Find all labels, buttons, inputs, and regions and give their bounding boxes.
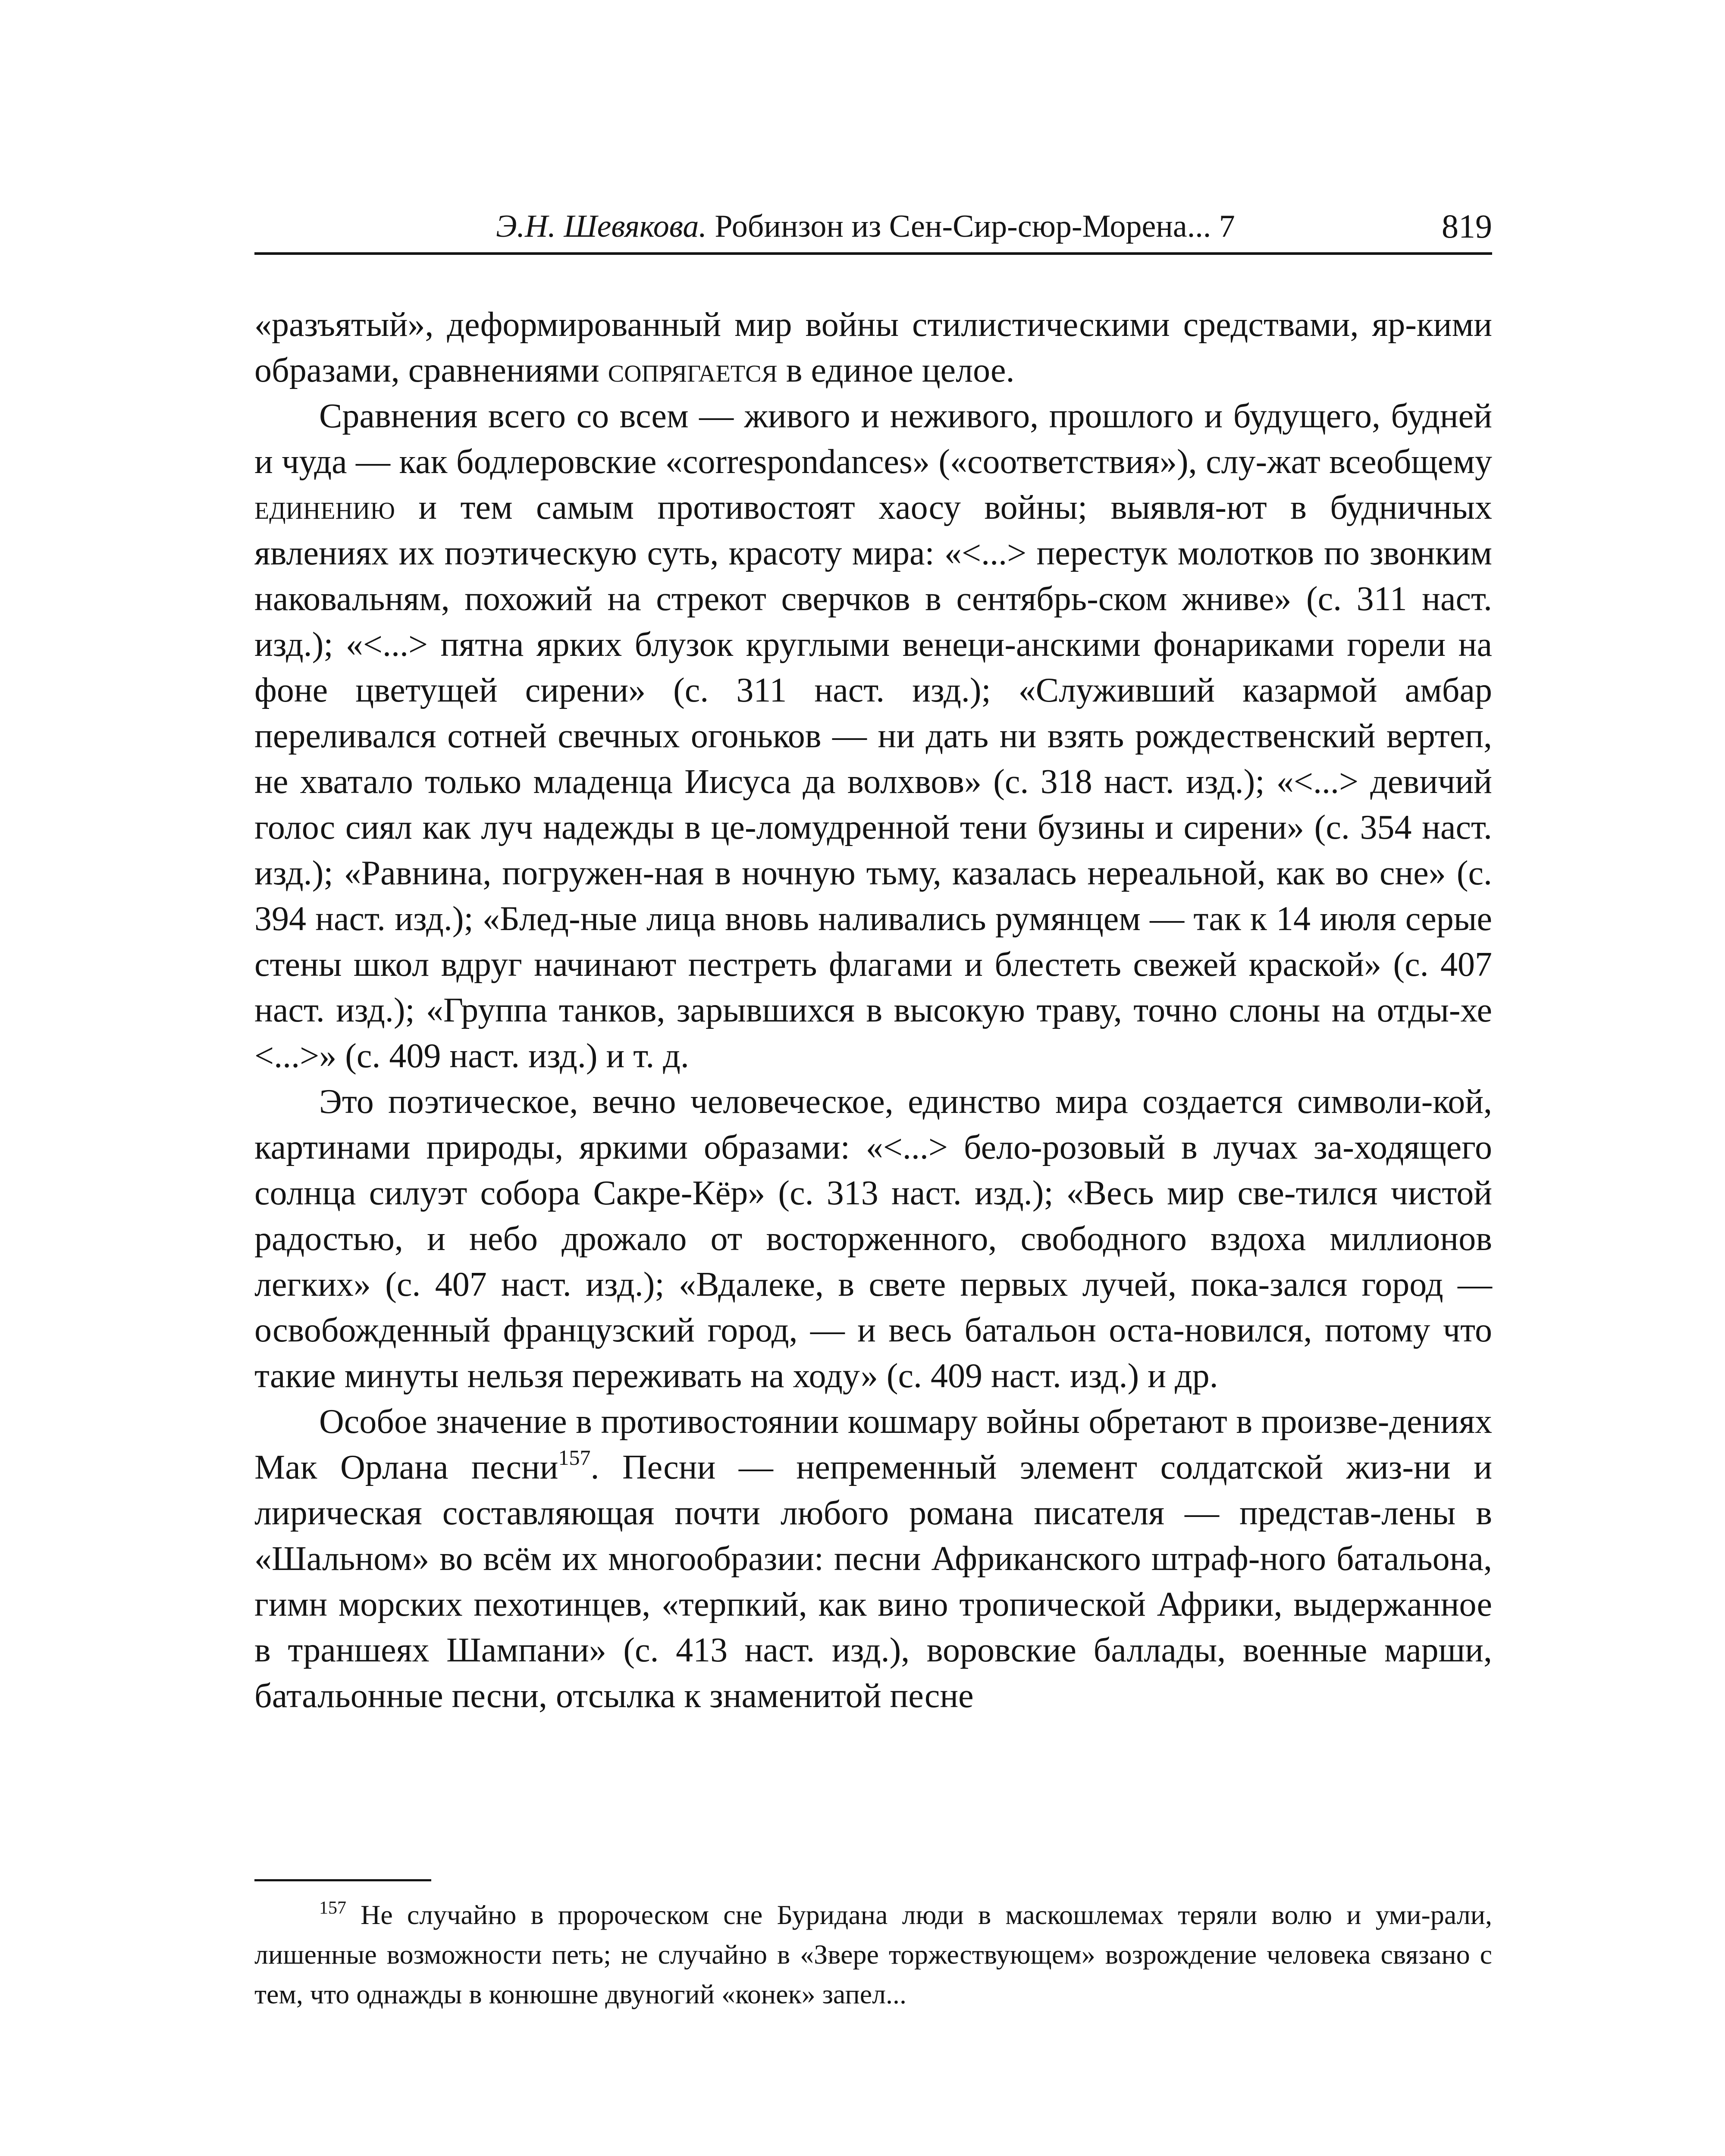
running-header	[254, 185, 1492, 246]
paragraph-4	[254, 1399, 1492, 1719]
paragraph-1-text-a: «разъятый», деформированный мир войны стилистическими средствами, яр-кими образами, сравнениями	[254, 306, 1492, 389]
paragraph-3: Это поэтическое, вечно человеческое, единство мира создается символи-кой, картинами природы, яркими образами: «<...> бело-розовый в лучах за-ходящего солнца силуэт собора Сакре-Кёр» (с. 313 наст. изд.); «Весь мир све-тился чистой радостью, и небо дрожало от восторженного, свободного вздоха миллионов легких» (с. 407 наст. изд.); «Вдалеке, в свете первых лучей, пока-зался город — освобожденный французский город, — и весь батальон оста-новился, потому что такие минуты нельзя переживать на ходу» (с. 409 наст. изд.) и др.	[254, 1083, 1492, 1395]
paragraph-4-text-a: Особое значение в противостоянии кошмару войны обретают в произве-дениях Мак Орлана песни	[254, 1403, 1492, 1486]
running-header-title	[496, 207, 1235, 246]
paragraph-1	[254, 302, 1492, 393]
paragraph-1-text-b: в единое целое.	[777, 351, 1015, 389]
footnote	[254, 1895, 1492, 2014]
body-text	[254, 302, 1492, 1719]
footnote-reference[interactable]: 157	[558, 1445, 591, 1470]
footnote-text: Не случайно в пророческом сне Буридана люди в маскошлемах теряли волю и уми-рали, лишенные возможности петь; не случайно в «Звере торжествующем» возрождение человека связано с тем, что однажды в конюшне двуногий «конек» запел...	[254, 1899, 1492, 2009]
header-rule	[254, 252, 1492, 255]
header-work-title: Робинзон из Сен-Сир-сюр-Морена... 7	[715, 209, 1235, 244]
paragraph-4-text-b: . Песни — непременный элемент солдатской жиз-ни и лирическая составляющая почти любого романа писателя — представ-лены в «Шальном» во всём их многообразии: песни Африканского штраф-ного батальона, гимн морских пехотинцев, «терпкий, как вино тропической Африки, выдержанное в траншеях Шампани» (с. 413 наст. изд.), воровские баллады, военные марши, батальонные песни, отсылка к знаменитой песне	[254, 1448, 1492, 1715]
footnote-rule	[254, 1879, 431, 1881]
paragraph-1-small-caps: сопрягается	[608, 351, 778, 389]
paragraph-2-text-a: Сравнения всего со всем — живого и неживого, прошлого и будущего, будней и чуда — как бодлеровские «correspondances» («соответствия»), слу-жат всеобщему	[254, 397, 1492, 481]
page-number: 819	[1442, 207, 1492, 245]
paragraph-2-text-b: и тем самым противостоят хаосу войны; выявля-ют в будничных явлениях их поэтическую суть, красоту мира: «<...> перестук молотков по звонким наковальням, похожий на стрекот сверчков в сентябрь-ском жниве» (с. 311 наст. изд.); «<...> пятна ярких блузок круглыми венеци-анскими фонариками горели на фоне цветущей сирени» (с. 311 наст. изд.); «Служивший казармой амбар переливался сотней свечных огоньков — ни дать ни взять рождественский вертеп, не хватало только младенца Иисуса да волхвов» (с. 318 наст. изд.); «<...> девичий голос сиял как луч надежды в це-ломудренной тени бузины и сирени» (с. 354 наст. изд.); «Равнина, погружен-ная в ночную тьму, казалась нереальной, как во сне» (с. 394 наст. изд.); «Блед-ные лица вновь наливались румянцем — так к 14 июля серые стены школ вдруг начинают пестреть флагами и блестеть свежей краской» (с. 407 наст. изд.); «Группа танков, зарывшихся в высокую траву, точно слоны на отды-хе <...>» (с. 409 наст. изд.) и т. д.	[254, 489, 1492, 1075]
paragraph-2-small-caps: единению	[254, 489, 395, 526]
paragraph-2	[254, 393, 1492, 1079]
header-author: Э.Н. Шевякова.	[496, 209, 707, 244]
footnote-number: 157	[319, 1898, 346, 1918]
